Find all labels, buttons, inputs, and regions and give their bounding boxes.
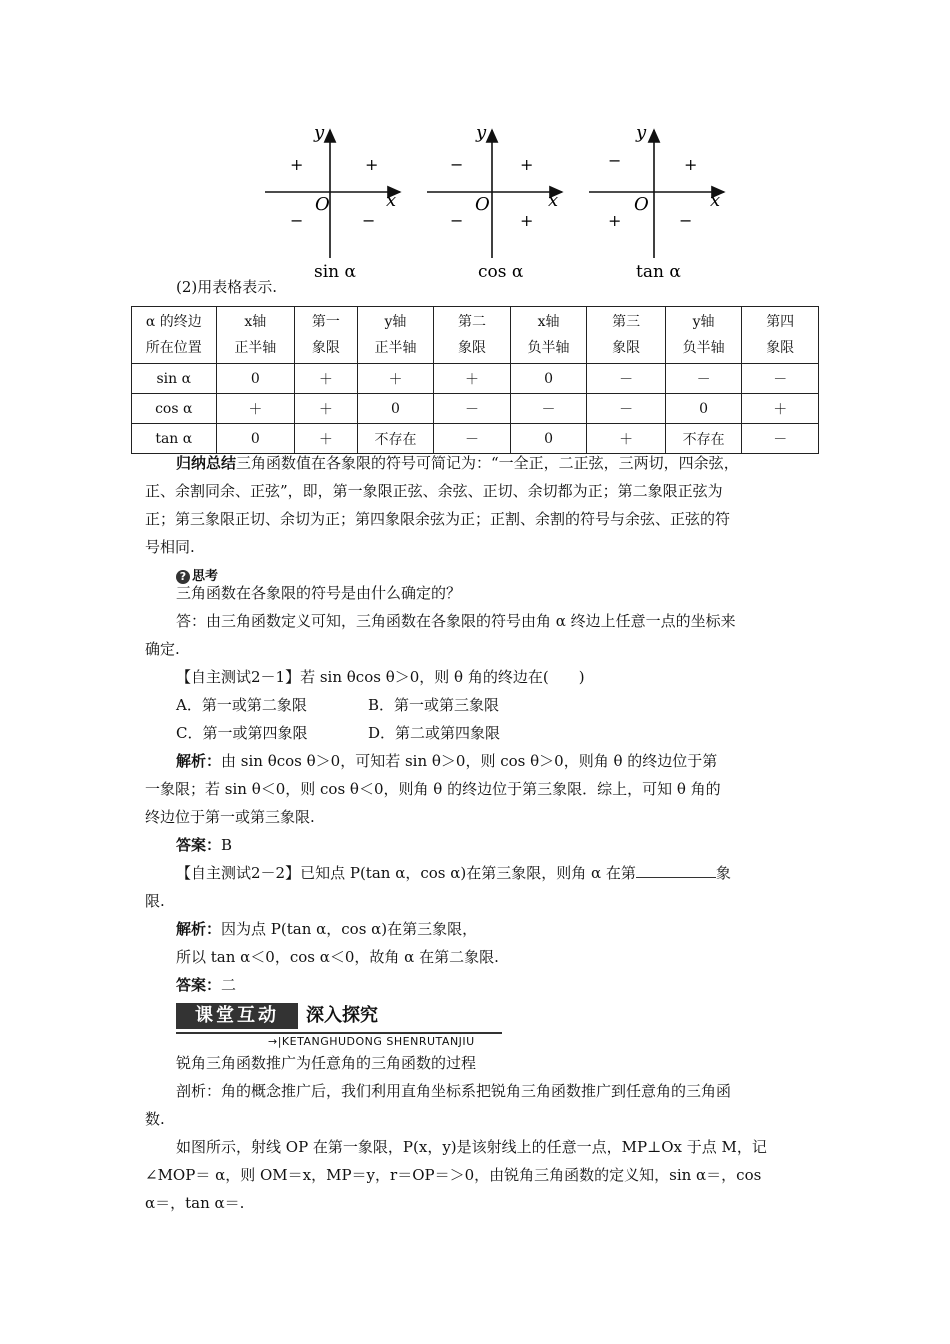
table-row-tan [132,424,819,454]
table-cell: 0 [510,364,587,394]
y-label: y [636,122,647,143]
table-cell: ＋ [295,364,358,394]
question-icon: ? [176,570,190,584]
section-analysis-line-2: 数. [145,1110,165,1128]
banner-rule [176,1032,502,1034]
quadrant-sign-figures [260,120,730,285]
origin-label: O [475,194,490,215]
q1-sign: + [365,155,379,174]
section-body-line-1: 如图所示，射线 OP 在第一象限，P(x，y)是该射线上的任意一点，MP⊥Ox 于点 M，记 [176,1138,767,1156]
test1-answer: 答案：B [176,836,233,854]
table-cell: － [587,364,666,394]
q3-sign: − [450,211,464,230]
table-cell: － [587,394,666,424]
answer-blank [636,863,716,878]
test1-option-b: B．第一或第三象限 [368,696,500,714]
table-cell: 不存在 [357,424,434,454]
origin-label: O [315,194,330,215]
q1-sign: + [520,155,534,174]
cos-axis-figure [427,122,562,282]
origin-label: O [634,194,649,215]
table-cell: － [742,364,819,394]
q4-sign: − [362,211,376,230]
summary-label: 归纳总结 [176,454,237,472]
sign-table [131,306,819,454]
table-header-row [132,307,819,364]
q2-sign: − [450,155,464,174]
test2-analysis-line-1: 解析：因为点 P(tan α，cos α)在第三象限， [176,920,478,938]
banner-light-title: 深入探究 [306,1005,378,1026]
section-body-line-3: α＝，tan α＝. [145,1194,245,1212]
x-label: x [548,190,559,211]
table-cell: ＋ [295,424,358,454]
test1-option-d: D．第二或第四象限 [368,724,501,742]
row-label: cos α [132,394,217,424]
test1-analysis-line-3: 终边位于第一或第三象限. [145,808,315,826]
section-title: 锐角三角函数推广为任意角的三角函数的过程 [176,1054,477,1072]
table-cell: ＋ [434,364,511,394]
think-heading: ? 思考 [176,565,218,584]
table-cell: 0 [510,424,587,454]
q4-sign: − [679,211,693,230]
q3-sign: − [290,211,304,230]
test1-analysis-line-1: 解析：由 sin θcos θ＞0，可知若 sin θ＞0，则 cos θ＞0，则角 θ 的终边位于第 [176,752,718,770]
test2-question: 【自主测试2－2】已知点 P(tan α，cos α)在第三象限，则角 α 在第 象 [176,864,731,882]
summary-line-1: 归纳总结三角函数值在各象限的符号可简记为：“一全正，二正弦，三两切，四余弦， [176,454,739,472]
think-answer-line-2: 确定. [145,640,180,658]
summary-line-3: 正；第三象限正切、余切为正；第四象限余弦为正；正割、余割的符号与余弦、正弦的符 [145,510,731,528]
q2-sign: + [290,155,304,174]
table-row-sin [132,364,819,394]
section-analysis-line-1: 剖析：角的概念推广后，我们利用直角坐标系把锐角三角函数推广到任意角的三角函 [176,1082,732,1100]
row-label: sin α [132,364,217,394]
test1-analysis-line-2: 一象限；若 sin θ＜0，则 cos θ＜0，则角 θ 的终边位于第三象限．综上，可知 θ 角的 [145,780,721,798]
table-intro: (2)用表格表示. [176,278,278,296]
table-cell: － [510,394,587,424]
section-banner [176,1003,502,1029]
summary-line-4: 号相同. [145,538,195,556]
header-cell: 第二 象限 [434,307,511,364]
summary-line-2: 正、余割同余、正弦”，即，第一象限正弦、余弦、正切、余切都为正；第二象限正弦为 [145,482,723,500]
banner-dark-title: 课堂互动 [176,1003,298,1029]
table-row-cos [132,394,819,424]
table-cell: ＋ [357,364,434,394]
tan-axis-figure [589,122,724,282]
table-cell: 0 [665,394,742,424]
table-cell: 0 [216,424,295,454]
q4-sign: + [520,211,534,230]
test2-answer: 答案：二 [176,976,237,994]
table-cell: － [742,424,819,454]
table-cell: ＋ [742,394,819,424]
table-cell: － [434,394,511,424]
table-cell: 0 [216,364,295,394]
table-cell: － [434,424,511,454]
think-question: 三角函数在各象限的符号是由什么确定的？ [176,584,462,602]
header-cell: 第一 象限 [295,307,358,364]
header-cell: 第三 象限 [587,307,666,364]
table-cell: ＋ [295,394,358,424]
header-cell: x轴 正半轴 [216,307,295,364]
test1-question: 【自主测试2－1】若 sin θcos θ＞0，则 θ 角的终边在( ) [176,668,585,686]
test1-option-a: A．第一或第二象限 [176,696,307,714]
figure-caption: cos α [478,262,524,282]
table-cell: ＋ [587,424,666,454]
test2-question-end: 限. [145,892,165,910]
row-label: tan α [132,424,217,454]
q1-sign: + [684,155,698,174]
figure-caption: tan α [636,262,681,282]
banner-subtitle: →|KETANGHUDONG SHENRUTANJIU [268,1035,475,1048]
header-cell: α 的终边 所在位置 [132,307,217,364]
x-label: x [710,190,721,211]
x-label: x [386,190,397,211]
q2-sign: − [608,151,622,170]
y-label: y [476,122,487,143]
header-cell: y轴 正半轴 [357,307,434,364]
q3-sign: + [608,211,622,230]
figure-caption: sin α [314,262,356,282]
header-cell: 第四 象限 [742,307,819,364]
test2-analysis-line-2: 所以 tan α＜0，cos α＜0，故角 α 在第二象限. [176,948,499,966]
y-label: y [314,122,325,143]
header-cell: y轴 负半轴 [665,307,742,364]
header-cell: x轴 负半轴 [510,307,587,364]
sin-axis-figure [265,122,400,282]
test1-option-c: C．第一或第四象限 [176,724,308,742]
table-cell: 不存在 [665,424,742,454]
table-cell: － [665,364,742,394]
table-cell: ＋ [216,394,295,424]
table-cell: 0 [357,394,434,424]
section-body-line-2: ∠MOP＝ α，则 OM＝x，MP＝y，r＝OP＝＞0，由锐角三角函数的定义知，sin α＝，cos [145,1166,762,1184]
think-answer-line-1: 答：由三角函数定义可知，三角函数在各象限的符号由角 α 终边上任意一点的坐标来 [176,612,736,630]
